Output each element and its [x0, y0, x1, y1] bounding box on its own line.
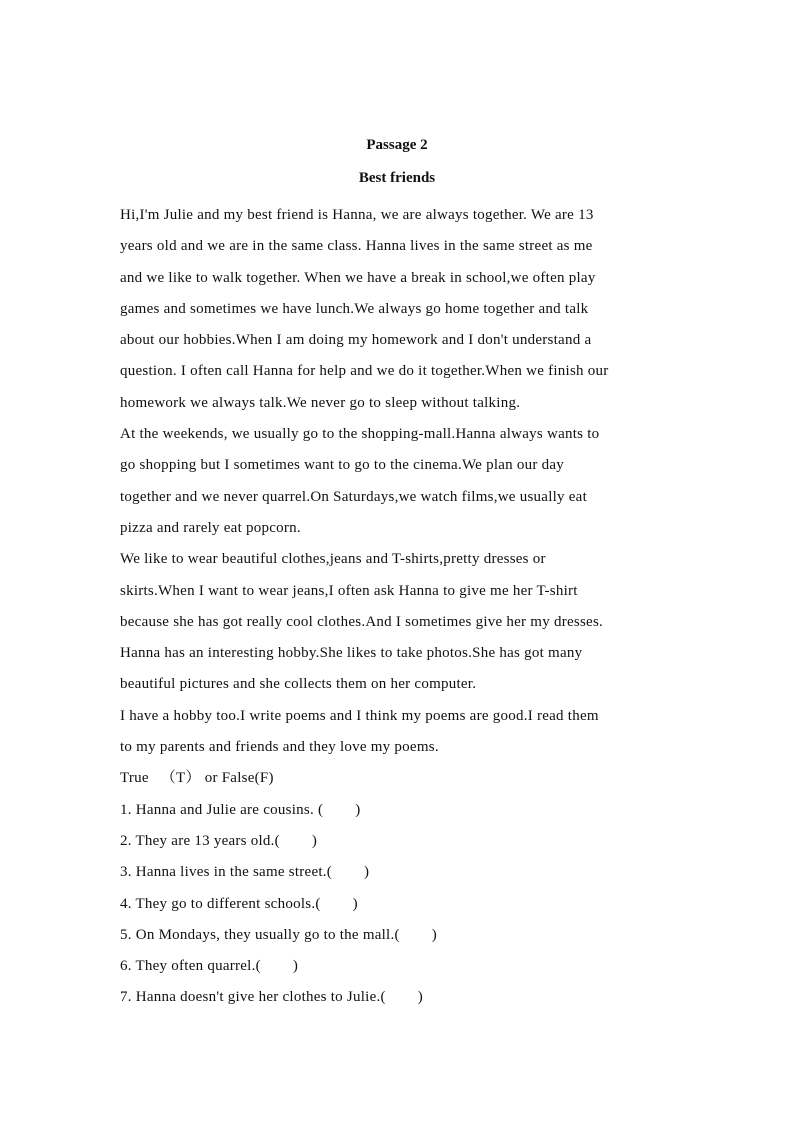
passage-line: Hanna has an interesting hobby.She likes to take photos.She has got many	[120, 645, 583, 662]
passage-line: We like to wear beautiful clothes,jeans and T-shirts,pretty dresses or	[120, 551, 546, 568]
passage-line: games and sometimes we have lunch.We always go home together and talk	[120, 300, 589, 317]
passage-line: homework we always talk.We never go to sleep without talking.	[120, 394, 521, 411]
passage-line: At the weekends, we usually go to the shopping-mall.Hanna always wants to	[120, 426, 600, 443]
question-item: 1. Hanna and Julie are cousins. ( )	[120, 801, 361, 818]
passage-line: about our hobbies.When I am doing my homework and I don't understand a	[120, 332, 592, 349]
question-item: 3. Hanna lives in the same street.( )	[120, 864, 370, 881]
passage-line: to my parents and friends and they love my poems.	[120, 739, 439, 756]
passage-body	[120, 200, 680, 1014]
passage-line: and we like to walk together. When we have a break in school,we often play	[120, 269, 596, 286]
question-item: 7. Hanna doesn't give her clothes to Julie.( )	[120, 989, 423, 1006]
passage-line: pizza and rarely eat popcorn.	[120, 519, 301, 536]
passage-title: Best friends	[358, 170, 436, 186]
passage-line: go shopping but I sometimes want to go to the cinema.We plan our day	[120, 457, 565, 474]
exercise-instruction: True （T） or False(F)	[120, 770, 274, 787]
passage-line: beautiful pictures and she collects them on her computer.	[120, 676, 477, 693]
question-item: 6. They often quarrel.( )	[120, 958, 299, 975]
passage-line: because she has got really cool clothes.And I sometimes give her my dresses.	[120, 613, 604, 630]
passage-line: together and we never quarrel.On Saturdays,we watch films,we usually eat	[120, 488, 588, 505]
passage-line: skirts.When I want to wear jeans,I often ask Hanna to give me her T-shirt	[120, 582, 578, 599]
question-item: 2. They are 13 years old.( )	[120, 832, 318, 849]
passage-line: I have a hobby too.I write poems and I think my poems are good.I read them	[120, 707, 599, 724]
passage-line: Hi,I'm Julie and my best friend is Hanna, we are always together. We are 13	[120, 207, 594, 223]
passage-label: Passage 2	[366, 137, 428, 153]
passage-line: years old and we are in the same class. Hanna lives in the same street as me	[120, 238, 593, 255]
question-item: 4. They go to different schools.( )	[120, 895, 358, 912]
question-item: 5. On Mondays, they usually go to the mall.( )	[120, 926, 437, 943]
passage-line: question. I often call Hanna for help and we do it together.When we finish our	[120, 363, 609, 380]
